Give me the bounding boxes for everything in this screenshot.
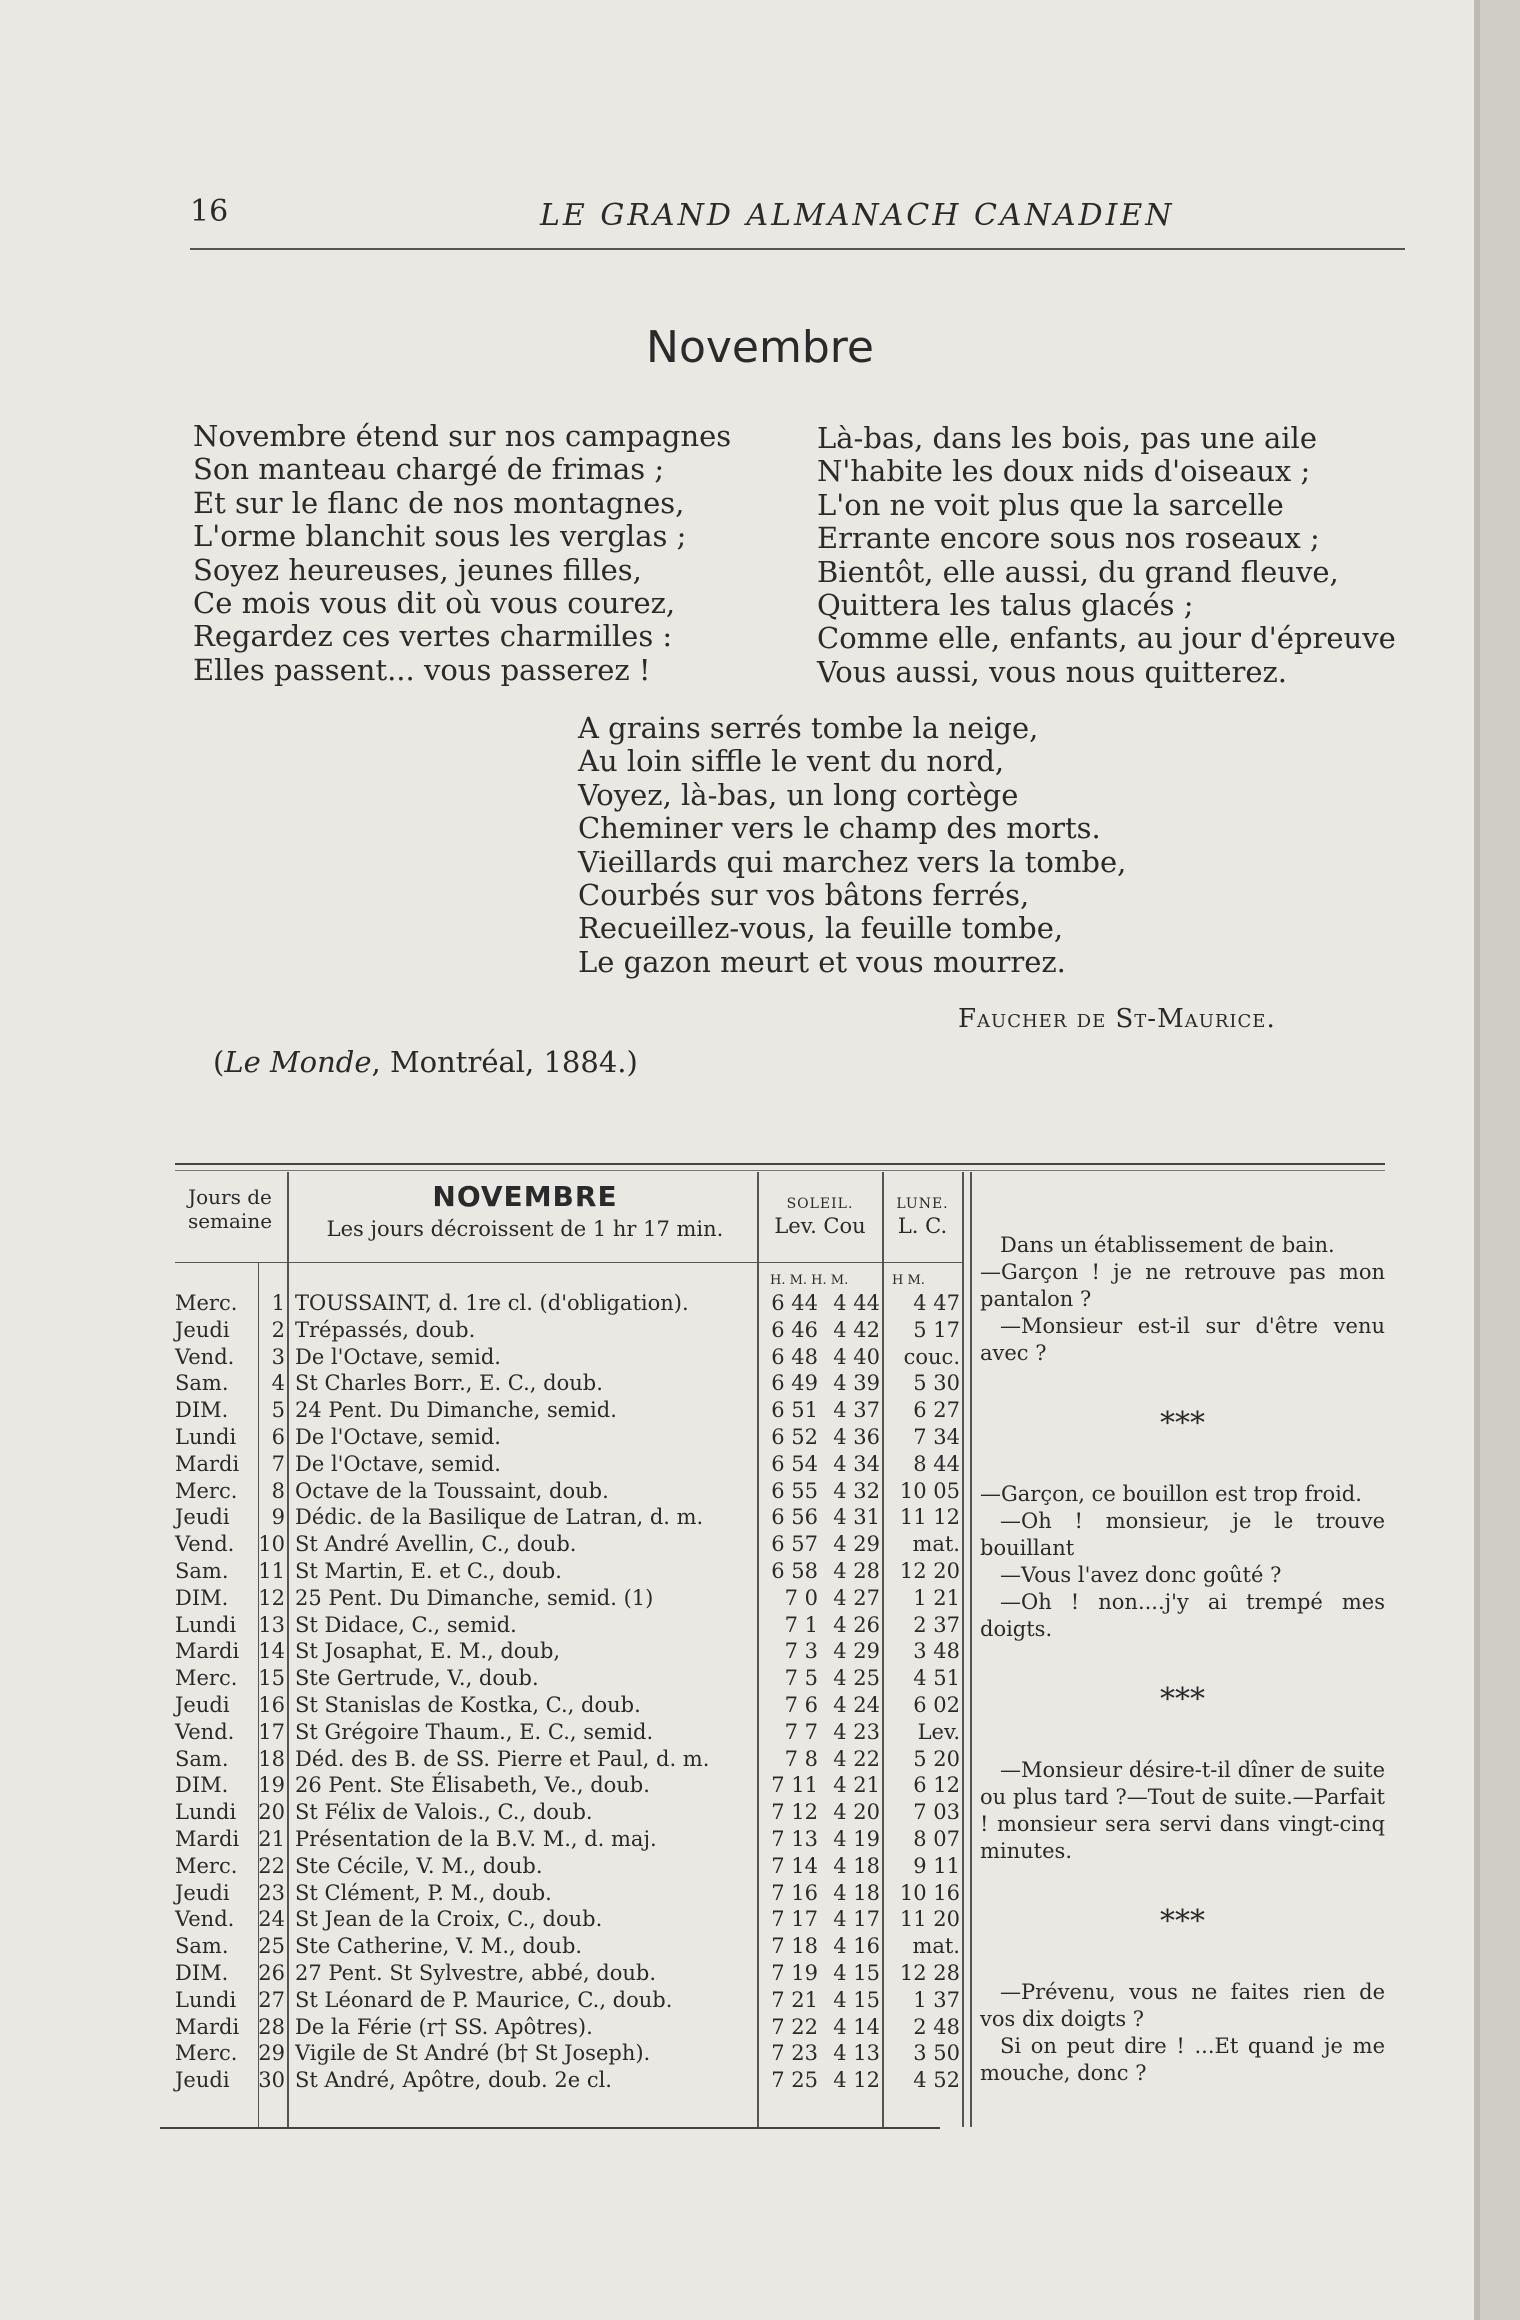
row-day: DIM. xyxy=(175,1960,229,1985)
row-sunrise: 7 1 xyxy=(784,1612,818,1637)
row-day: Sam. xyxy=(175,1746,229,1771)
row-feast: St Didace, C., semid. xyxy=(295,1612,517,1637)
row-day: Jeudi xyxy=(175,1692,230,1717)
row-moon: 11 20 xyxy=(899,1907,960,1932)
separator-asterisks: *** xyxy=(1160,1904,1205,1939)
row-sunrise: 6 58 xyxy=(771,1558,818,1583)
row-feast: St Josaphat, E. M., doub, xyxy=(295,1639,561,1664)
poem-line: Courbés sur vos bâtons ferrés, xyxy=(578,878,1030,913)
row-moon: 5 20 xyxy=(913,1746,960,1771)
row-date: 21 xyxy=(258,1826,285,1851)
row-sunrise: 7 7 xyxy=(784,1719,818,1744)
row-sunset: 4 40 xyxy=(833,1344,880,1369)
row-date: 16 xyxy=(258,1692,285,1717)
row-moon: 3 50 xyxy=(913,2041,960,2066)
poem-title: Novembre xyxy=(646,322,874,373)
row-moon: 4 52 xyxy=(913,2068,960,2093)
row-sunset: 4 34 xyxy=(833,1451,880,1476)
row-moon: 9 11 xyxy=(913,1853,960,1878)
poem-line: N'habite les doux nids d'oiseaux ; xyxy=(817,454,1311,489)
row-day: Sam. xyxy=(175,1371,229,1396)
row-feast: St Charles Borr., E. C., doub. xyxy=(295,1371,603,1396)
calendar-row xyxy=(0,1317,980,1344)
row-feast: 27 Pent. St Sylvestre, abbé, doub. xyxy=(295,1960,657,1985)
row-day: Mardi xyxy=(175,1826,240,1851)
row-day: Sam. xyxy=(175,1934,229,1959)
row-feast: Trépassés, doub. xyxy=(295,1317,476,1342)
row-date: 6 xyxy=(271,1424,285,1449)
row-date: 25 xyxy=(258,1934,285,1959)
row-day: Lundi xyxy=(175,1987,237,2012)
row-date: 28 xyxy=(258,2014,285,2039)
poem-line: Vieillards qui marchez vers la tombe, xyxy=(578,844,1127,879)
row-sunrise: 6 56 xyxy=(771,1505,818,1530)
row-moon: mat. xyxy=(912,1532,960,1557)
row-day: Merc. xyxy=(175,1666,238,1691)
header-rule xyxy=(190,248,1405,250)
row-feast: St André Avellin, C., doub. xyxy=(295,1532,577,1557)
poem-line: Regardez ces vertes charmilles : xyxy=(193,619,673,654)
calendar-row xyxy=(0,1344,980,1371)
row-feast: De l'Octave, semid. xyxy=(295,1344,501,1369)
calendar-row xyxy=(0,1585,980,1612)
page-number: 16 xyxy=(190,194,229,229)
poem-line: Cheminer vers le champ des morts. xyxy=(578,811,1101,846)
row-date: 2 xyxy=(271,1317,285,1342)
row-day: Jeudi xyxy=(175,1505,230,1530)
poem-line: Novembre étend sur nos campagnes xyxy=(193,419,732,453)
row-sunrise: 7 25 xyxy=(771,2068,818,2093)
row-day: DIM. xyxy=(175,1773,229,1798)
calendar-row xyxy=(0,1719,980,1746)
calendar-row xyxy=(0,1397,980,1424)
row-sunrise: 7 18 xyxy=(771,1934,818,1959)
anecdote-line: —Oh ! non....j'y ai trempé mes doigts. xyxy=(980,1590,1385,1641)
row-feast: Dédic. de la Basilique de Latran, d. m. xyxy=(295,1505,704,1530)
anecdote-line: —Monsieur est-il sur d'être venu avec ? xyxy=(980,1314,1385,1365)
row-moon: Lev. xyxy=(917,1719,960,1744)
calendar-row xyxy=(0,1290,980,1317)
row-feast: St Grégoire Thaum., E. C., semid. xyxy=(295,1719,654,1744)
row-date: 14 xyxy=(258,1639,285,1664)
row-sunrise: 7 14 xyxy=(771,1853,818,1878)
row-sunset: 4 22 xyxy=(833,1746,880,1771)
row-date: 3 xyxy=(271,1344,285,1369)
source-journal: Le Monde xyxy=(224,1045,372,1079)
row-sunset: 4 17 xyxy=(833,1907,880,1932)
calendar-row xyxy=(0,1424,980,1451)
calendar-subtitle: Les jours décroissent de 1 hr 17 min. xyxy=(326,1217,724,1241)
row-moon: 2 37 xyxy=(913,1612,960,1637)
row-feast: Ste Catherine, V. M., doub. xyxy=(295,1934,583,1959)
row-sunrise: 7 13 xyxy=(771,1826,818,1851)
row-sunrise: 7 11 xyxy=(771,1773,818,1798)
poem-line: Là-bas, dans les bois, pas une aile xyxy=(817,421,1317,455)
row-date: 9 xyxy=(271,1505,285,1530)
row-feast: TOUSSAINT, d. 1re cl. (d'obligation). xyxy=(295,1291,689,1315)
units-lune: H M. xyxy=(892,1273,925,1288)
row-sunset: 4 39 xyxy=(833,1371,880,1396)
row-day: Lundi xyxy=(175,1424,237,1449)
row-sunset: 4 36 xyxy=(833,1424,880,1449)
row-feast: Déd. des B. de SS. Pierre et Paul, d. m. xyxy=(295,1746,710,1771)
row-sunset: 4 37 xyxy=(833,1398,880,1423)
anecdote-line: —Garçon, ce bouillon est trop froid. xyxy=(980,1482,1362,1506)
poem-stanza-2 xyxy=(817,422,1396,689)
row-sunrise: 7 3 xyxy=(784,1639,818,1664)
row-sunrise: 6 52 xyxy=(771,1424,818,1449)
calendar-row xyxy=(0,1504,980,1531)
calendar-row xyxy=(0,1746,980,1773)
anecdote-line: —Prévenu, vous ne faites rien de vos dix doigts ? xyxy=(980,1980,1385,2031)
row-sunrise: 7 12 xyxy=(771,1800,818,1825)
calendar-row xyxy=(0,1799,980,1826)
row-moon: 12 20 xyxy=(899,1558,960,1583)
row-sunset: 4 18 xyxy=(833,1853,880,1878)
calendar-row xyxy=(0,1478,980,1505)
row-moon: 8 07 xyxy=(913,1826,960,1851)
row-day: Jeudi xyxy=(175,1880,230,1905)
row-day: Lundi xyxy=(175,1800,237,1825)
calendar-row xyxy=(0,1772,980,1799)
poem-line: Son manteau chargé de frimas ; xyxy=(193,452,665,487)
row-feast: De l'Octave, semid. xyxy=(295,1424,501,1449)
row-date: 22 xyxy=(258,1853,285,1878)
row-sunrise: 6 55 xyxy=(771,1478,818,1503)
row-sunset: 4 19 xyxy=(833,1826,880,1851)
row-day: Merc. xyxy=(175,1853,238,1878)
poem-line: Elles passent... vous passerez ! xyxy=(193,652,651,687)
calendar-row xyxy=(0,1531,980,1558)
row-moon: 5 30 xyxy=(913,1371,960,1396)
separator-asterisks: *** xyxy=(1160,1406,1205,1441)
source-rest: , Montréal, 1884.) xyxy=(371,1045,638,1079)
row-feast: De la Férie (r† SS. Apôtres). xyxy=(295,2014,593,2039)
row-sunrise: 6 46 xyxy=(771,1317,818,1342)
row-moon: 6 02 xyxy=(913,1692,960,1717)
units-soleil: H. M. H. M. xyxy=(770,1273,849,1288)
row-sunset: 4 31 xyxy=(833,1505,880,1530)
row-day: Mardi xyxy=(175,2014,240,2039)
poem-line: Comme elle, enfants, au jour d'épreuve xyxy=(817,621,1396,656)
row-day: Merc. xyxy=(175,1291,238,1315)
row-date: 12 xyxy=(258,1585,285,1610)
row-sunset: 4 16 xyxy=(833,1934,880,1959)
row-sunrise: 7 17 xyxy=(771,1907,818,1932)
poem-line: Bientôt, elle aussi, du grand fleuve, xyxy=(817,554,1339,589)
row-date: 26 xyxy=(258,1960,285,1985)
row-day: DIM. xyxy=(175,1585,229,1610)
poem-source xyxy=(213,1045,638,1079)
calendar-rows xyxy=(0,1290,980,2094)
header-row-rule xyxy=(175,1262,962,1263)
anecdotes-column xyxy=(980,1232,1385,2087)
row-sunset: 4 23 xyxy=(833,1719,880,1744)
calendar-row xyxy=(0,1987,980,2014)
col-header-soleil-cols: Lev. Cou xyxy=(774,1214,866,1238)
row-feast: Octave de la Toussaint, doub. xyxy=(295,1478,609,1503)
row-sunrise: 7 21 xyxy=(771,1987,818,2012)
row-date: 30 xyxy=(258,2068,285,2093)
row-sunset: 4 24 xyxy=(833,1692,880,1717)
row-moon: 6 27 xyxy=(913,1398,960,1423)
calendar-month-title: NOVEMBRE xyxy=(432,1180,618,1213)
poem-stanza-1 xyxy=(193,420,731,687)
row-day: Mardi xyxy=(175,1639,240,1664)
poem-stanza-3 xyxy=(578,712,1126,979)
row-day: Vend. xyxy=(175,1907,235,1932)
calendar-row xyxy=(0,1558,980,1585)
row-sunrise: 7 16 xyxy=(771,1880,818,1905)
row-sunset: 4 25 xyxy=(833,1666,880,1691)
row-moon: 11 12 xyxy=(899,1505,960,1530)
row-feast: St Clément, P. M., doub. xyxy=(295,1880,552,1905)
row-sunset: 4 15 xyxy=(833,1960,880,1985)
calendar-row xyxy=(0,1692,980,1719)
row-sunrise: 7 8 xyxy=(784,1746,818,1771)
row-feast: 26 Pent. Ste Élisabeth, Ve., doub. xyxy=(295,1773,650,1798)
poem-author: Faucher de St-Maurice. xyxy=(958,1004,1276,1034)
row-feast: St Jean de la Croix, C., doub. xyxy=(295,1907,603,1932)
row-feast: Vigile de St André (b† St Joseph). xyxy=(295,2041,651,2066)
row-date: 11 xyxy=(258,1558,285,1583)
row-feast: 24 Pent. Du Dimanche, semid. xyxy=(295,1398,617,1423)
calendar-row xyxy=(0,1960,980,1987)
row-sunset: 4 18 xyxy=(833,1880,880,1905)
col-header-jours xyxy=(175,1185,285,1233)
row-sunset: 4 27 xyxy=(833,1585,880,1610)
row-sunset: 4 13 xyxy=(833,2041,880,2066)
row-date: 17 xyxy=(258,1719,285,1744)
row-sunrise: 7 19 xyxy=(771,1960,818,1985)
row-day: Lundi xyxy=(175,1612,237,1637)
row-date: 18 xyxy=(258,1746,285,1771)
row-sunrise: 6 51 xyxy=(771,1398,818,1423)
separator-asterisks: *** xyxy=(1160,1682,1205,1717)
row-sunset: 4 29 xyxy=(833,1532,880,1557)
row-moon: 7 34 xyxy=(913,1424,960,1449)
row-sunset: 4 20 xyxy=(833,1800,880,1825)
poem-line: Soyez heureuses, jeunes filles, xyxy=(193,552,642,587)
row-day: Jeudi xyxy=(175,1317,230,1342)
row-sunrise: 6 48 xyxy=(771,1344,818,1369)
calendar-row xyxy=(0,1933,980,1960)
row-date: 19 xyxy=(258,1773,285,1798)
row-moon: 1 21 xyxy=(913,1585,960,1610)
row-feast: St Stanislas de Kostka, C., doub. xyxy=(295,1692,641,1717)
row-sunrise: 7 5 xyxy=(784,1666,818,1691)
row-feast: 25 Pent. Du Dimanche, semid. (1) xyxy=(295,1585,654,1610)
poem-line: L'on ne voit plus que la sarcelle xyxy=(817,487,1284,522)
row-sunset: 4 14 xyxy=(833,2014,880,2039)
row-date: 29 xyxy=(258,2041,285,2066)
poem-line: Vous aussi, vous nous quitterez. xyxy=(817,654,1288,689)
row-moon: 12 28 xyxy=(899,1960,960,1985)
row-date: 7 xyxy=(271,1451,285,1476)
row-feast: St André, Apôtre, doub. 2e cl. xyxy=(295,2068,612,2093)
row-sunrise: 7 22 xyxy=(771,2014,818,2039)
poem-line: Ce mois vous dit où vous courez, xyxy=(193,586,676,621)
running-title: LE GRAND ALMANACH CANADIEN xyxy=(540,198,1175,233)
row-date: 13 xyxy=(258,1612,285,1637)
col-header-lune-cols: L. C. xyxy=(897,1214,948,1238)
calendar-row xyxy=(0,1612,980,1639)
poem-line: Voyez, là-bas, un long cortège xyxy=(578,777,1019,812)
row-date: 20 xyxy=(258,1800,285,1825)
calendar-top-rule xyxy=(175,1163,1385,1165)
row-sunset: 4 15 xyxy=(833,1987,880,2012)
row-day: DIM. xyxy=(175,1398,229,1423)
row-moon: 4 47 xyxy=(913,1291,960,1315)
row-moon: 6 12 xyxy=(913,1773,960,1798)
row-date: 24 xyxy=(258,1907,285,1932)
calendar-row xyxy=(0,1906,980,1933)
row-day: Merc. xyxy=(175,2041,238,2066)
col-header-soleil: SOLEIL. xyxy=(786,1196,854,1212)
row-sunset: 4 32 xyxy=(833,1478,880,1503)
row-sunrise: 6 49 xyxy=(771,1371,818,1396)
row-sunrise: 6 44 xyxy=(771,1291,818,1315)
source-open: ( xyxy=(213,1045,225,1079)
row-day: Vend. xyxy=(175,1344,235,1369)
col-header-lune: LUNE. xyxy=(896,1196,949,1212)
anecdote-line: Dans un établissement de bain. xyxy=(1000,1233,1335,1257)
row-moon: 4 51 xyxy=(913,1666,960,1691)
calendar-row xyxy=(0,1853,980,1880)
row-day: Vend. xyxy=(175,1532,235,1557)
row-moon: 3 48 xyxy=(913,1639,960,1664)
row-moon: 7 03 xyxy=(913,1800,960,1825)
row-sunrise: 7 23 xyxy=(771,2041,818,2066)
calendar-row xyxy=(0,2014,980,2041)
row-sunrise: 7 6 xyxy=(784,1692,818,1717)
row-moon: 8 44 xyxy=(913,1451,960,1476)
row-sunrise: 6 57 xyxy=(771,1532,818,1557)
row-date: 5 xyxy=(271,1398,285,1423)
calendar-row xyxy=(0,1826,980,1853)
row-sunrise: 6 54 xyxy=(771,1451,818,1476)
calendar-bottom-rule xyxy=(160,2127,940,2129)
poem-line: Le gazon meurt et vous mourrez. xyxy=(578,944,1066,979)
row-date: 8 xyxy=(271,1478,285,1503)
col-header-jours-2: semaine xyxy=(187,1209,273,1233)
poem-line: L'orme blanchit sous les verglas ; xyxy=(193,519,687,554)
row-sunset: 4 42 xyxy=(833,1317,880,1342)
row-sunset: 4 44 xyxy=(833,1291,880,1315)
calendar-row xyxy=(0,2067,980,2094)
row-moon: 1 37 xyxy=(913,1987,960,2012)
row-sunrise: 7 0 xyxy=(784,1585,818,1610)
row-moon: 10 16 xyxy=(899,1880,960,1905)
row-feast: Présentation de la B.V. M., d. maj. xyxy=(295,1826,657,1851)
poem-line: A grains serrés tombe la neige, xyxy=(578,711,1039,745)
calendar-row xyxy=(0,1370,980,1397)
row-date: 10 xyxy=(258,1532,285,1557)
calendar-row xyxy=(0,1880,980,1907)
calendar-row xyxy=(0,2040,980,2067)
anecdote-line: —Monsieur désire-t-il dîner de suite ou plus tard ?—Tout de suite.—Parfait ! monsieur sera servi dans vingt-cinq minutes. xyxy=(980,1758,1385,1863)
row-sunset: 4 29 xyxy=(833,1639,880,1664)
row-date: 23 xyxy=(258,1880,285,1905)
row-feast: De l'Octave, semid. xyxy=(295,1451,501,1476)
col-header-jours-1: Jours de xyxy=(188,1185,272,1209)
poem-line: Quittera les talus glacés ; xyxy=(817,588,1194,623)
row-sunset: 4 12 xyxy=(833,2068,880,2093)
anecdote-line: —Vous l'avez donc goûté ? xyxy=(1000,1563,1282,1587)
row-date: 4 xyxy=(271,1371,285,1396)
poem-line: Et sur le flanc de nos montagnes, xyxy=(193,485,685,520)
poem-line: Errante encore sous nos roseaux ; xyxy=(817,521,1320,556)
row-date: 15 xyxy=(258,1666,285,1691)
calendar-top-rule-thin xyxy=(175,1170,1385,1171)
calendar-row xyxy=(0,1638,980,1665)
row-date: 1 xyxy=(271,1291,285,1315)
row-date: 27 xyxy=(258,1987,285,2012)
row-feast: Ste Gertrude, V., doub. xyxy=(295,1666,539,1691)
row-moon: 10 05 xyxy=(899,1478,960,1503)
row-day: Merc. xyxy=(175,1478,238,1503)
row-feast: St Félix de Valois., C., doub. xyxy=(295,1800,593,1825)
anecdote-line: —Oh ! monsieur, je le trouve bouillant xyxy=(980,1509,1385,1560)
row-feast: St Léonard de P. Maurice, C., doub. xyxy=(295,1987,673,2012)
row-day: Mardi xyxy=(175,1451,240,1476)
row-day: Jeudi xyxy=(175,2068,230,2093)
row-day: Sam. xyxy=(175,1558,229,1583)
page-header xyxy=(190,188,1410,248)
anecdote-line: Si on peut dire ! ...Et quand je me mouche, donc ? xyxy=(980,2034,1385,2085)
poem-line: Au loin siffle le vent du nord, xyxy=(578,744,1005,779)
row-sunset: 4 21 xyxy=(833,1773,880,1798)
row-feast: Ste Cécile, V. M., doub. xyxy=(295,1853,543,1878)
row-moon: 2 48 xyxy=(913,2014,960,2039)
row-day: Vend. xyxy=(175,1719,235,1744)
row-moon: couc. xyxy=(903,1344,960,1369)
row-sunset: 4 28 xyxy=(833,1558,880,1583)
row-moon: mat. xyxy=(912,1934,960,1959)
poem-line: Recueillez-vous, la feuille tombe, xyxy=(578,911,1064,946)
row-feast: St Martin, E. et C., doub. xyxy=(295,1558,562,1583)
calendar-row xyxy=(0,1665,980,1692)
row-moon: 5 17 xyxy=(913,1317,960,1342)
anecdote-line: —Garçon ! je ne retrouve pas mon pantalon ? xyxy=(980,1260,1385,1311)
calendar-row xyxy=(0,1451,980,1478)
row-sunset: 4 26 xyxy=(833,1612,880,1637)
